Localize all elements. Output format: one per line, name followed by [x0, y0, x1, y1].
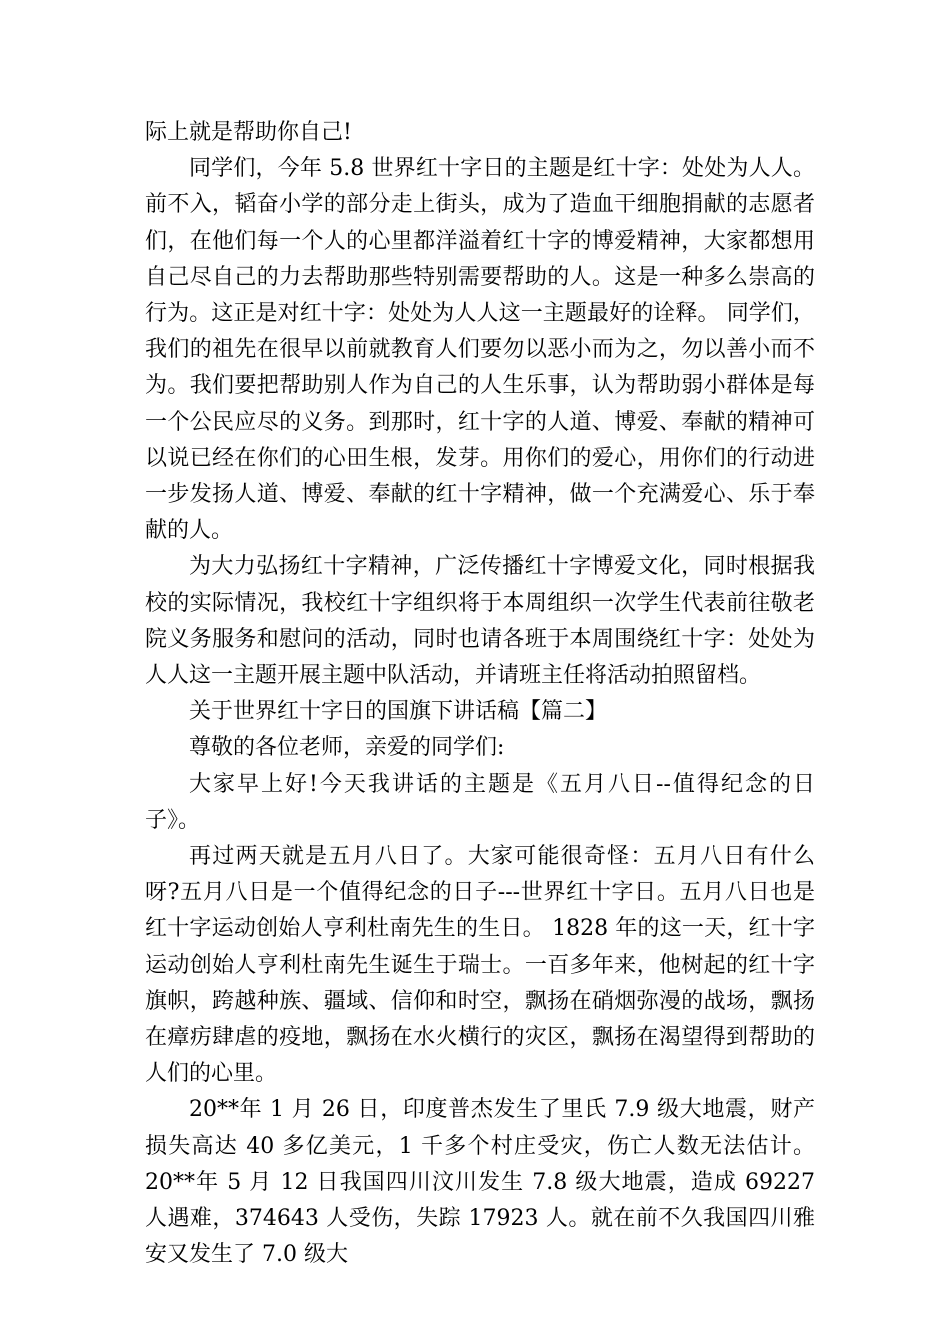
paragraph-8: 20**年 1 月 26 日，印度普杰发生了里氏 7.9 级大地震，财产损失高达 40 多亿美元，1 千多个村庄受灾，伤亡人数无法估计。20**年 5 月 12 日我国四川汶川发生 7.8 级大地震，造成 69227 人遇难，374643 人受伤，失踪 17923 人。就在前不久我国四川雅安又发生了 7.0 级大	[145, 1097, 815, 1268]
paragraph-2: 同学们，今年 5.8 世界红十字日的主题是红十字：处处为人人。前不入，韬奋小学的部分走上街头，成为了造血干细胞捐献的志愿者们，在他们每一个人的心里都洋溢着红十字的博爱精神，大家都想用自己尽自己的力去帮助那些特别需要帮助的人。这是一种多么崇高的行为。这正是对红十字：处处为人人这一主题最好的诠释。 同学们，我们的祖先在很早以前就教育人们要勿以恶小而为之，勿以善小而不为。我们要把帮助别人作为自己的人生乐事，认为帮助弱小群体是每一个公民应尽的义务。到那时，红十字的人道、博爱、奉献的精神可以说已经在你们的心田生根，发芽。用你们的爱心，用你们的行动进一步发扬人道、博爱、奉献的红十字精神，做一个充满爱心、乐于奉献的人。	[145, 156, 815, 544]
document-body	[145, 115, 815, 1274]
paragraph-7: 再过两天就是五月八日了。大家可能很奇怪：五月八日有什么呀?五月八日是一个值得纪念的日子---世界红十字日。五月八日也是红十字运动创始人亨利杜南先生的生日。 1828 年的这一天，红十字运动创始人亨利杜南先生诞生于瑞士。一百多年来，他树起的红十字旗帜，跨越种族、疆域、信仰和时空，飘扬在硝烟弥漫的战场，飘扬在瘴疠肆虐的疫地，飘扬在水火横行的灾区，飘扬在渴望得到帮助的人们的心里。	[145, 844, 815, 1087]
paragraph-1: 际上就是帮助你自己!	[145, 120, 352, 145]
greeting: 大家早上好!今天我讲话的主题是《五月八日--值得纪念的日子》。	[145, 771, 815, 833]
section-heading: 关于世界红十字日的国旗下讲话稿【篇二】	[189, 699, 608, 725]
salutation: 尊敬的各位老师，亲爱的同学们:	[189, 735, 505, 761]
paragraph-3: 为大力弘扬红十字精神，广泛传播红十字博爱文化，同时根据我校的实际情况，我校红十字组织将于本周组织一次学生代表前往敬老院义务服务和慰问的活动，同时也请各班于本周围绕红十字：处处为人人这一主题开展主题中队活动，并请班主任将活动拍照留档。	[145, 554, 815, 689]
